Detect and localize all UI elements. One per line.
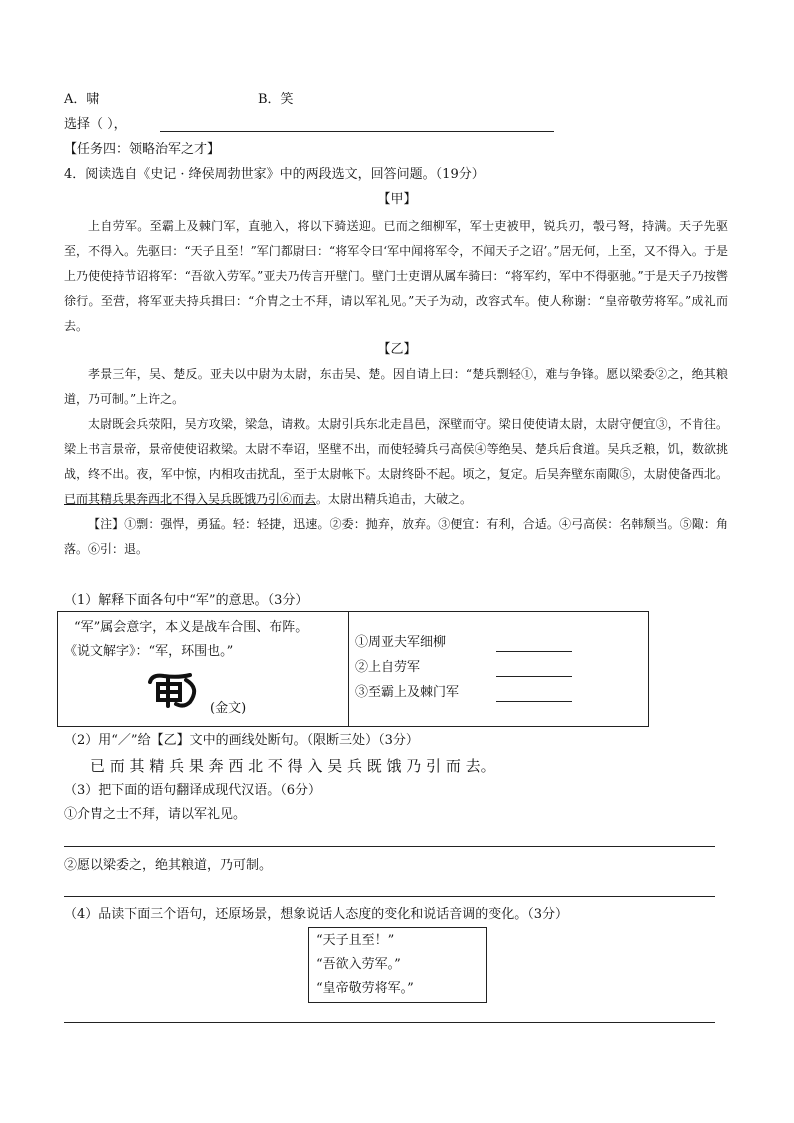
option-a: A．啸 [64, 92, 100, 107]
passage-yi-underlined-sentence: 已而其精兵果奔西北不得入吴兵既饿乃引⑥而去 [64, 492, 317, 506]
jun-item-2-text: ②上自劳军 [355, 660, 421, 675]
jun-item-3 [355, 684, 459, 702]
passage-yi [64, 362, 728, 562]
passage-notes: 【注】①剽：强悍，勇猛。轻：轻捷，迅速。②委：抛弃，放弃。③便宜：有利，合适。④弓高侯：名韩颓当。⑤陬：角落。⑥引：退。 [64, 517, 728, 556]
passage-jia-text: 上自劳军。至霸上及棘门军，直驰入，将以下骑送迎。已而之细柳军，军士吏被甲，锐兵刃，彀弓弩，持满。天子先驱至，不得入。先驱曰：“天子且至！”军门都尉曰：“将军令曰‘军中闻将军令，不闻天子之诏’。”居无何，上至，又不得入。于是上乃使使持节诏将军：“吾欲入劳军。”亚夫乃传言开壁门。壁门士吏谓从属车骑曰：“将军约，军中不得驱驰。”于是天子乃按辔徐行。至营，将军亚夫持兵揖曰：“介胄之士不拜，请以军礼见。”天子为动，改容式车。使人称谢：“皇帝敬劳将军。”成礼而去。 [64, 219, 728, 333]
answer-line-select[interactable] [160, 131, 554, 132]
answer-line-jun-2[interactable] [496, 676, 572, 677]
passage-yi-para-2-before: 太尉既会兵荥阳，吴方攻梁，梁急，请救。太尉引兵东北走昌邑，深壁而守。梁日使使请太尉，太尉守便宜③，不肯往。梁上书言景帝，景帝使使诏救梁。太尉不奉诏，坚壁不出，而使轻骑兵弓高侯④等绝吴、楚兵后食道。吴兵乏粮，饥，数欲挑战，终不出。夜，军中惊，内相攻击扰乱，至于太尉帐下。太尉终卧不起。顷之，复定。后吴奔壁东南陬⑤，太尉使备西北。 [64, 417, 728, 481]
subquestion-1-title: （1）解释下面各句中“军”的意思。（3分） [64, 593, 309, 608]
task4-heading: 【任务四：领略治军之才】 [64, 142, 221, 157]
jun-item-2 [355, 659, 420, 677]
sentence-to-punctuate[interactable]: 已 而 其 精 兵 果 奔 西 北 不 得 入 吴 兵 既 饿 乃 引 而 去。 [90, 757, 496, 775]
quotes-box [308, 927, 487, 1003]
answer-line-jun-3[interactable] [496, 701, 572, 702]
option-b: B．笑 [258, 92, 294, 107]
passage-jia [64, 214, 728, 339]
answer-line-jun-1[interactable] [496, 651, 572, 652]
bronze-script-jun-glyph [146, 670, 204, 710]
jun-item-3-text: ③至霸上及棘门军 [355, 685, 460, 700]
subquestion-2-title: （2）用“／”给【乙】文中的画线处断句。（限断三处）（3分） [64, 733, 419, 748]
answer-line-translate-1[interactable] [64, 846, 715, 847]
question-4-title: 4．阅读选自《史记 · 绛侯周勃世家》中的两段选文，回答问题。（19分） [64, 167, 485, 182]
table-divider [348, 612, 349, 726]
passage-yi-para-1: 孝景三年，吴、楚反。亚夫以中尉为太尉，东击吴、楚。因自请上曰：“楚兵剽轻①，难与争锋。愿以梁委②之，绝其粮道，乃可制。”上许之。 [64, 367, 728, 406]
jun-item-1-text: ①周亚夫军细柳 [355, 635, 447, 650]
select-prompt: 选择（ ）， [64, 117, 127, 132]
subquestion-3-title: （3）把下面的语句翻译成现代汉语。（6分） [64, 783, 322, 798]
translate-item-1: ①介胄之士不拜，请以军礼见。 [64, 807, 247, 822]
seal-caption: (金文) [210, 701, 247, 716]
answer-line-translate-2[interactable] [64, 896, 715, 897]
translate-item-2: ②愿以梁委之，绝其粮道，乃可制。 [64, 858, 273, 873]
passage-yi-para-2-after: 。太尉出精兵追击，大破之。 [316, 492, 473, 506]
passage-yi-para-2 [64, 412, 728, 512]
passage-jia-label: 【甲】 [377, 192, 417, 207]
jun-definition: “军”属会意字，本义是战车合围、布阵。 [74, 620, 309, 635]
quote-1: “天子且至！” [316, 933, 395, 948]
shuowen-quote: 《说文解字》：“军，环围也。” [64, 644, 234, 659]
quote-2: “吾欲入劳军。” [316, 957, 401, 972]
quote-3: “皇帝敬劳将军。” [316, 981, 414, 996]
jun-item-1 [355, 634, 446, 652]
answer-line-sub4[interactable] [64, 1022, 715, 1023]
subquestion-4-title: （4）品读下面三个语句，还原场景，想象说话人态度的变化和说话音调的变化。（3分） [64, 907, 569, 922]
passage-yi-label: 【乙】 [377, 342, 417, 357]
subquestion-1-table [57, 611, 649, 727]
